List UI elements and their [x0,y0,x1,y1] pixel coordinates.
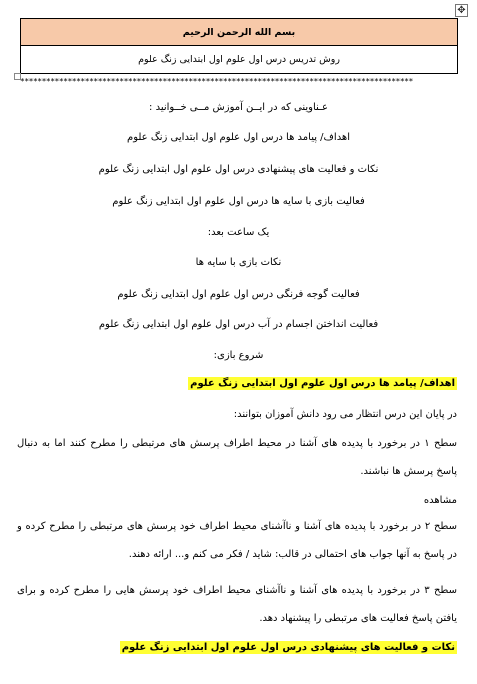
table-move-handle-icon[interactable]: ✥ [455,4,468,17]
later-item: فعالیت گوجه فرنگی درس اول علوم اول ابتدایی زنگ علوم [117,289,360,300]
intro-item: فعالیت بازی با سایه ها درس اول علوم اول ابتدایی زنگ علوم [112,196,365,207]
start-heading: شروع بازی: [213,350,264,361]
goals-heading [188,377,457,391]
bismillah-row [21,19,457,46]
level3-paragraph: سطح ۳ در برخورد با پدیده های آشنا و ناآشنای محیط اطراف خود پرسش هایی را مطرح کرده و برای یافتن پاسخ فعالیت های مرتبطی را پیشنهاد دهد. [17,585,458,624]
goals-lead: در پایان این درس انتظار می رود دانش آموزان بتوانند: [233,409,457,420]
intro-item: اهداف/ پیامد ها درس اول علوم اول ابتدایی زنگ علوم [127,132,350,143]
title-row [21,46,457,73]
tips-heading [120,641,457,655]
tips-heading-text: نکات و فعالیت های پیشنهادی درس اول علوم اول ابتدایی زنگ علوم [121,642,455,653]
bismillah-text: بسم الله الرحمن الرحيم [182,26,296,38]
later-item: فعالیت انداختن اجسام در آب درس اول علوم اول ابتدایی زنگ علوم [98,319,379,330]
intro-heading: عـناوینی که در ایــن آموزش مــی خــوانید : [149,102,328,113]
intro-item: نکات و فعالیت های پیشنهادی درس اول علوم اول ابتدایی زنگ علوم [98,164,379,175]
star-separator: ******************************************************************************************* [20,78,413,86]
header-table [20,18,458,74]
level2-paragraph: سطح ۲ در برخورد با پدیده های آشنا و ناآشنای محیط اطراف خود پرسش های مرتبطی را مطرح کرده و در پاسخ به آنها جواب های احتمالی در قالب: شاید / فکر می کنم و... ارائه دهند. [17,521,458,560]
later-heading: یک ساعت بعد: [207,227,270,238]
level1-paragraph: سطح ۱ در برخورد با پدیده های آشنا در محیط اطراف پرسش های مرتبطی را مطرح کنند اما به دنبال پاسخ پرسش ها نباشند. [17,438,457,477]
goals-heading-text: اهداف/ پیامد ها درس اول علوم اول ابتدایی زنگ علوم [190,378,455,389]
document-title: روش تدریس درس اول علوم اول ابتدایی زنگ علوم [138,54,340,65]
later-item: نکات بازی با سایه ها [195,257,282,268]
observation-label: مشاهده [423,495,457,506]
